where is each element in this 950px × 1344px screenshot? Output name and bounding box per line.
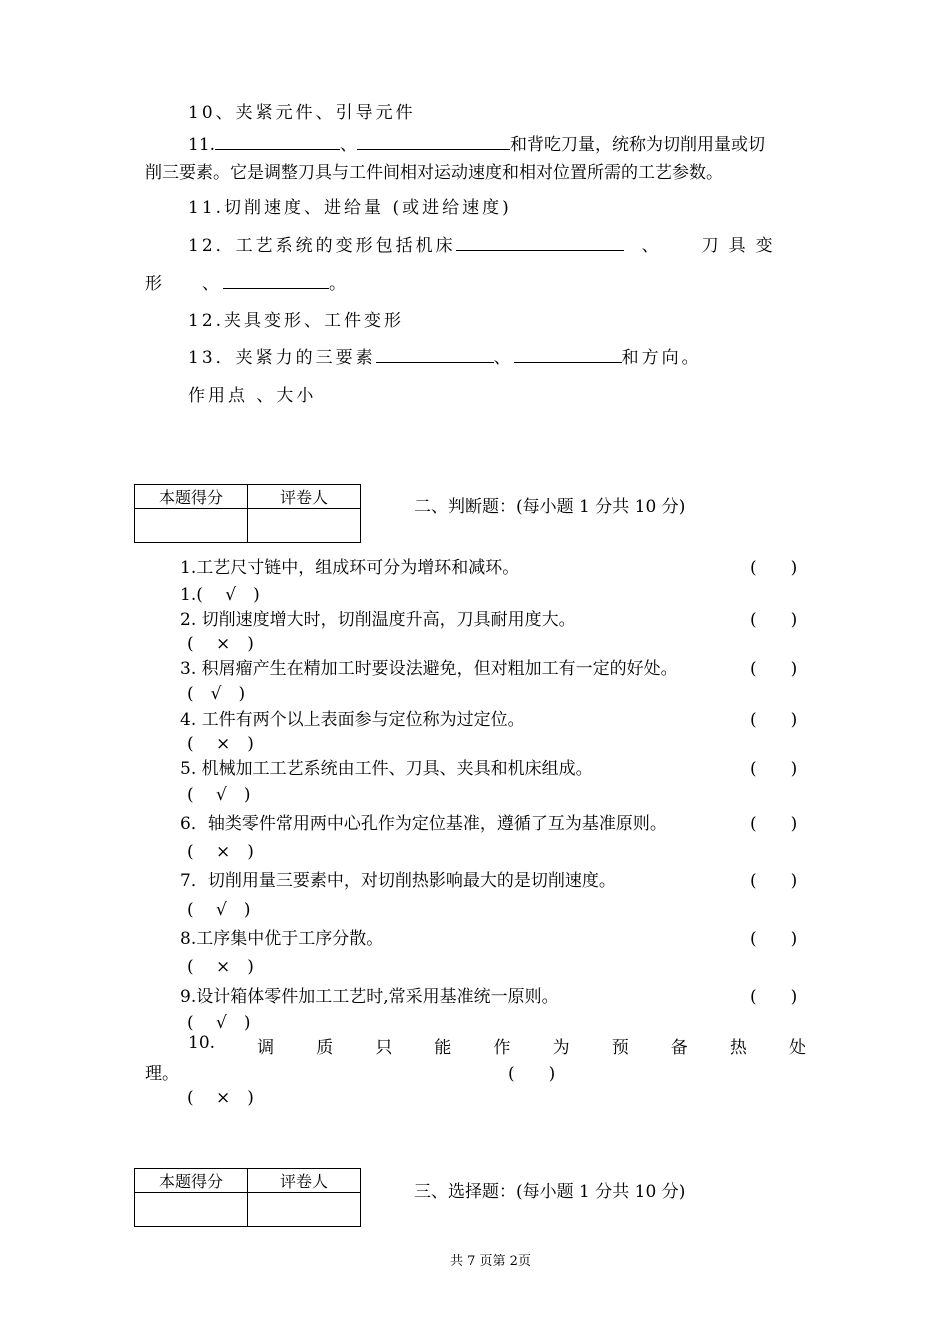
- q10-word: 为: [552, 1038, 570, 1058]
- answer-paren[interactable]: ( ): [750, 558, 798, 578]
- q10-word: 预: [611, 1038, 629, 1058]
- tf-answer: 1.( √ ): [180, 585, 260, 605]
- grader-header: 评卷人: [248, 485, 361, 509]
- blank-field[interactable]: [456, 232, 624, 251]
- answer-paren[interactable]: ( ): [750, 659, 798, 679]
- answer-q13: 作用点 、大小: [188, 386, 317, 406]
- tf-question: 6．轴类零件常用两中心孔作为定位基准，遵循了互为基准原则。: [180, 814, 667, 834]
- blank-field[interactable]: [376, 344, 494, 363]
- blank-field[interactable]: [357, 131, 510, 150]
- q11-sep: 、: [340, 135, 358, 155]
- q12-text: 12．工艺系统的变形包括机床: [188, 236, 456, 256]
- q12-line2b: 、: [202, 274, 219, 294]
- question-11-line1: [188, 130, 765, 155]
- answer-paren[interactable]: ( ): [750, 929, 798, 949]
- q11-after: 和背吃刀量，统称为切削用量或切: [510, 135, 766, 155]
- q10-word: 能: [434, 1038, 452, 1058]
- score-table: [134, 1168, 361, 1227]
- answer-paren[interactable]: ( ): [750, 871, 798, 891]
- q10-word: 作: [493, 1038, 511, 1058]
- q11-num: 11.: [188, 135, 216, 155]
- section-title: 二、判断题：(每小题 1 分共 10 分): [414, 497, 686, 517]
- tf-answer: ( √ ): [187, 785, 251, 805]
- tf-question-10-line2: 理。: [145, 1064, 179, 1084]
- tf-question: 3. 积屑瘤产生在精加工时要设法避免，但对粗加工有一定的好处。: [180, 659, 678, 679]
- blank-field[interactable]: [514, 344, 622, 363]
- tf-question: 5. 机械加工工艺系统由工件、刀具、夹具和机床组成。: [180, 759, 593, 779]
- tf-question: 1.工艺尺寸链中，组成环可分为增环和减环。: [180, 558, 520, 578]
- q10-word: 10.: [188, 1033, 216, 1053]
- answer-paren[interactable]: ( ): [508, 1064, 556, 1084]
- tf-answer: ( × ): [187, 1088, 254, 1108]
- tf-question-10-line1: [188, 1033, 806, 1058]
- grader-cell[interactable]: [248, 1193, 361, 1227]
- score-header: 本题得分: [135, 485, 248, 509]
- answer-q12: 12.夹具变形、工件变形: [188, 311, 405, 331]
- answer-paren[interactable]: ( ): [750, 759, 798, 779]
- tf-answer: ( √ ): [187, 1013, 251, 1033]
- score-header: 本题得分: [135, 1169, 248, 1193]
- grader-header: 评卷人: [248, 1169, 361, 1193]
- q13-after: 和方向。: [621, 348, 702, 368]
- q12-line2a: 形: [145, 274, 162, 294]
- tf-question: 4. 工件有两个以上表面参与定位称为过定位。: [180, 710, 525, 730]
- question-12-line2: [145, 269, 346, 294]
- blank-field[interactable]: [223, 270, 329, 289]
- question-12-line1: [188, 231, 783, 256]
- q10-word: 处: [788, 1038, 806, 1058]
- answer-paren[interactable]: ( ): [750, 814, 798, 834]
- question-11-line2: 削三要素。它是调整刀具与工件间相对运动速度和相对位置所需的工艺参数。: [145, 163, 723, 183]
- tf-question: 7．切削用量三要素中，对切削热影响最大的是切削速度。: [180, 871, 616, 891]
- q12-line2end: 。: [329, 274, 346, 294]
- tf-question: 8.工序集中优于工序分散。: [180, 929, 384, 949]
- q12-sep: 、: [641, 236, 662, 256]
- tf-answer: ( × ): [187, 634, 254, 654]
- q10-word: 调: [257, 1038, 275, 1058]
- tf-question: 2. 切削速度增大时，切削温度升高，刀具耐用度大。: [180, 610, 576, 630]
- answer-paren[interactable]: ( ): [750, 610, 798, 630]
- grader-cell[interactable]: [248, 509, 361, 543]
- q10-word: 备: [670, 1038, 688, 1058]
- answer-paren[interactable]: ( ): [750, 710, 798, 730]
- answer-paren[interactable]: ( ): [750, 987, 798, 1007]
- blank-field[interactable]: [215, 131, 340, 150]
- q10-word: 热: [729, 1038, 747, 1058]
- q13-text: 13．夹紧力的三要素: [188, 348, 376, 368]
- section-title: 三、选择题：(每小题 1 分共 10 分): [414, 1182, 686, 1202]
- score-table: [134, 484, 361, 543]
- q10-word: 质: [316, 1038, 334, 1058]
- answer-q11: 11.切削速度、进给量 (或进给速度): [188, 198, 512, 218]
- q13-sep: 、: [493, 348, 514, 368]
- question-13: [188, 343, 702, 368]
- tf-answer: ( √ ): [187, 900, 251, 920]
- tf-answer: ( × ): [187, 734, 254, 754]
- answer-q10: 10、夹紧元件、引导元件: [188, 103, 416, 123]
- q10-word: 只: [375, 1038, 393, 1058]
- score-cell[interactable]: [135, 1193, 248, 1227]
- q12-after: 刀具变: [701, 236, 783, 256]
- tf-answer: ( √ ): [187, 684, 246, 704]
- tf-answer: ( × ): [187, 842, 254, 862]
- tf-answer: ( × ): [187, 957, 254, 977]
- score-cell[interactable]: [135, 509, 248, 543]
- page-footer: 共 7 页第 2页: [450, 1254, 531, 1269]
- tf-question: 9.设计箱体零件加工工艺时,常采用基准统一原则。: [180, 987, 559, 1007]
